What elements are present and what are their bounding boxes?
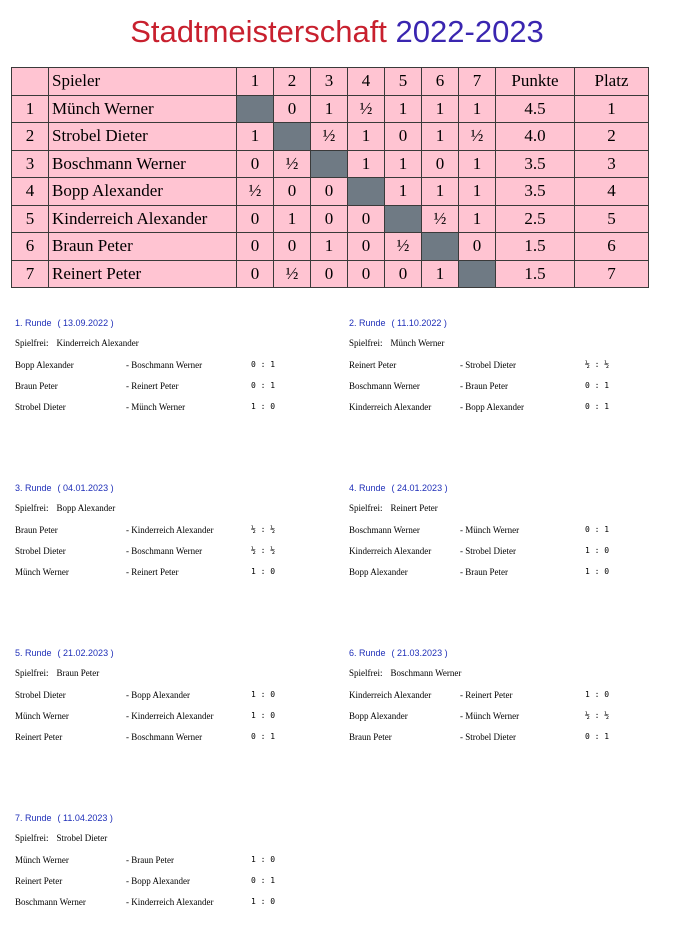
bye-player: Strobel Dieter [56, 833, 108, 843]
white-player: Bopp Alexander [349, 711, 408, 721]
header-cell: 2 [274, 68, 311, 96]
black-player: - Münch Werner [460, 525, 520, 535]
game-result: 1 : 0 [585, 567, 610, 576]
game-result: 0 : 1 [585, 525, 610, 534]
points-cell: 3.5 [496, 178, 575, 206]
page-title [0, 12, 674, 52]
result-cell: 1 [385, 95, 422, 123]
self-cell [274, 123, 311, 151]
self-cell [348, 178, 385, 206]
game-result: 1 : 0 [251, 402, 276, 411]
game-row [15, 732, 335, 744]
game-result: 0 : 1 [251, 360, 276, 369]
result-cell: 1 [422, 178, 459, 206]
game-row [15, 402, 335, 414]
rank-cell: 1 [575, 95, 649, 123]
white-player: Strobel Dieter [15, 402, 66, 412]
bye-player: Boschmann Werner [390, 668, 462, 678]
result-cell: 0 [385, 260, 422, 288]
player-name: Strobel Dieter [49, 123, 237, 151]
black-player: - Kinderreich Alexander [126, 711, 214, 721]
result-cell: 0 [237, 150, 274, 178]
player-number: 4 [12, 178, 49, 206]
table-row [12, 260, 649, 288]
rank-cell: 3 [575, 150, 649, 178]
result-cell: 0 [274, 178, 311, 206]
bye-label: Spielfrei: [15, 338, 49, 348]
game-row [349, 525, 669, 537]
table-row [12, 233, 649, 261]
game-row [15, 525, 335, 537]
game-row [349, 567, 669, 579]
header-cell: 7 [459, 68, 496, 96]
result-cell: 0 [348, 260, 385, 288]
result-cell: ½ [459, 123, 496, 151]
round-label: 4. Runde [349, 483, 386, 493]
game-result: 1 : 0 [585, 546, 610, 555]
black-player: - Boschmann Werner [126, 360, 203, 370]
game-result: 1 : 0 [251, 855, 276, 864]
result-cell: 0 [237, 205, 274, 233]
player-number: 7 [12, 260, 49, 288]
result-cell: 0 [385, 123, 422, 151]
player-name: Bopp Alexander [49, 178, 237, 206]
white-player: Reinert Peter [349, 360, 397, 370]
round-date: ( 11.10.2022 ) [391, 318, 447, 328]
black-player: - Strobel Dieter [460, 360, 516, 370]
black-player: - Münch Werner [460, 711, 520, 721]
black-player: - Reinert Peter [460, 690, 513, 700]
result-cell: 0 [311, 260, 348, 288]
bye-player: Kinderreich Alexander [56, 338, 139, 348]
white-player: Münch Werner [15, 711, 69, 721]
bye-line [15, 338, 139, 348]
result-cell: ½ [237, 178, 274, 206]
result-cell: ½ [348, 95, 385, 123]
round-block [349, 483, 669, 603]
result-cell: 0 [422, 150, 459, 178]
white-player: Braun Peter [15, 525, 58, 535]
bye-player: Münch Werner [390, 338, 445, 348]
game-result: ½ : ½ [251, 546, 276, 555]
black-player: - Bopp Alexander [126, 876, 190, 886]
result-cell: 1 [385, 178, 422, 206]
black-player: - Kinderreich Alexander [126, 897, 214, 907]
points-cell: 4.5 [496, 95, 575, 123]
bye-label: Spielfrei: [15, 833, 49, 843]
player-number: 6 [12, 233, 49, 261]
bye-player: Bopp Alexander [56, 503, 116, 513]
bye-player: Reinert Peter [390, 503, 438, 513]
white-player: Kinderreich Alexander [349, 402, 432, 412]
round-date: ( 04.01.2023 ) [57, 483, 114, 493]
self-cell [459, 260, 496, 288]
white-player: Boschmann Werner [349, 525, 420, 535]
game-row [15, 381, 335, 393]
black-player: - Boschmann Werner [126, 546, 203, 556]
result-cell: 1 [348, 150, 385, 178]
game-result: ½ : ½ [585, 360, 610, 369]
round-date: ( 11.04.2023 ) [57, 813, 113, 823]
white-player: Reinert Peter [15, 876, 63, 886]
game-row [349, 732, 669, 744]
bye-player: Braun Peter [56, 668, 100, 678]
header-cell: Punkte [496, 68, 575, 96]
black-player: - Reinert Peter [126, 567, 179, 577]
round-header [349, 318, 447, 328]
white-player: Boschmann Werner [349, 381, 420, 391]
game-row [349, 711, 669, 723]
bye-line [349, 668, 461, 678]
header-cell: 6 [422, 68, 459, 96]
result-cell: 0 [274, 233, 311, 261]
rank-cell: 7 [575, 260, 649, 288]
result-cell: 1 [311, 95, 348, 123]
game-result: 0 : 1 [585, 381, 610, 390]
black-player: - Braun Peter [460, 567, 508, 577]
result-cell: 1 [422, 95, 459, 123]
game-result: 0 : 1 [251, 876, 276, 885]
points-cell: 1.5 [496, 260, 575, 288]
black-player: - Reinert Peter [126, 381, 179, 391]
round-label: 1. Runde [15, 318, 52, 328]
player-number: 2 [12, 123, 49, 151]
white-player: Boschmann Werner [15, 897, 86, 907]
header-corner-cell [12, 68, 49, 96]
points-cell: 2.5 [496, 205, 575, 233]
round-header [15, 648, 114, 658]
round-date: ( 24.01.2023 ) [391, 483, 448, 493]
game-row [349, 360, 669, 372]
table-row [12, 205, 649, 233]
player-name: Boschmann Werner [49, 150, 237, 178]
black-player: - Bopp Alexander [460, 402, 524, 412]
result-cell: 0 [348, 205, 385, 233]
round-label: 6. Runde [349, 648, 386, 658]
round-label: 5. Runde [15, 648, 52, 658]
result-cell: 0 [348, 233, 385, 261]
header-cell: 4 [348, 68, 385, 96]
result-cell: 0 [237, 233, 274, 261]
title-season: 2022-2023 [395, 14, 544, 49]
white-player: Bopp Alexander [15, 360, 74, 370]
game-result: 0 : 1 [251, 732, 276, 741]
game-row [349, 381, 669, 393]
points-cell: 4.0 [496, 123, 575, 151]
player-number: 3 [12, 150, 49, 178]
points-cell: 1.5 [496, 233, 575, 261]
player-name: Münch Werner [49, 95, 237, 123]
bye-line [349, 503, 438, 513]
game-result: 1 : 0 [251, 897, 276, 906]
rank-cell: 4 [575, 178, 649, 206]
round-block [349, 318, 669, 438]
self-cell [311, 150, 348, 178]
game-result: ½ : ½ [251, 525, 276, 534]
table-row [12, 95, 649, 123]
black-player: - Bopp Alexander [126, 690, 190, 700]
player-name: Kinderreich Alexander [49, 205, 237, 233]
game-row [349, 402, 669, 414]
game-row [15, 876, 335, 888]
black-player: - Braun Peter [126, 855, 174, 865]
bye-label: Spielfrei: [349, 338, 383, 348]
result-cell: 0 [237, 260, 274, 288]
black-player: - Braun Peter [460, 381, 508, 391]
white-player: Bopp Alexander [349, 567, 408, 577]
round-date: ( 21.03.2023 ) [391, 648, 448, 658]
black-player: - Kinderreich Alexander [126, 525, 214, 535]
result-cell: 0 [311, 178, 348, 206]
result-cell: 0 [311, 205, 348, 233]
result-cell: ½ [422, 205, 459, 233]
round-block [349, 648, 669, 768]
result-cell: 1 [385, 150, 422, 178]
result-cell: ½ [311, 123, 348, 151]
white-player: Münch Werner [15, 567, 69, 577]
white-player: Braun Peter [349, 732, 392, 742]
bye-label: Spielfrei: [349, 668, 383, 678]
header-cell: Platz [575, 68, 649, 96]
header-cell: 5 [385, 68, 422, 96]
bye-line [349, 338, 444, 348]
game-row [15, 567, 335, 579]
white-player: Braun Peter [15, 381, 58, 391]
result-cell: 1 [459, 205, 496, 233]
rank-cell: 2 [575, 123, 649, 151]
white-player: Strobel Dieter [15, 690, 66, 700]
bye-label: Spielfrei: [15, 503, 49, 513]
bye-line [15, 833, 107, 843]
game-row [15, 546, 335, 558]
rank-cell: 6 [575, 233, 649, 261]
game-result: 0 : 1 [251, 381, 276, 390]
crosstable-header-row [12, 68, 649, 96]
result-cell: 1 [237, 123, 274, 151]
result-cell: ½ [274, 150, 311, 178]
game-row [349, 546, 669, 558]
table-row [12, 178, 649, 206]
table-row [12, 123, 649, 151]
points-cell: 3.5 [496, 150, 575, 178]
result-cell: ½ [274, 260, 311, 288]
round-header [15, 318, 114, 328]
self-cell [237, 95, 274, 123]
white-player: Kinderreich Alexander [349, 546, 432, 556]
result-cell: 1 [422, 260, 459, 288]
black-player: - Strobel Dieter [460, 732, 516, 742]
round-header [15, 813, 113, 823]
result-cell: 1 [459, 178, 496, 206]
result-cell: 0 [274, 95, 311, 123]
round-date: ( 13.09.2022 ) [57, 318, 114, 328]
player-number: 1 [12, 95, 49, 123]
game-row [15, 855, 335, 867]
rank-cell: 5 [575, 205, 649, 233]
header-cell: Spieler [49, 68, 237, 96]
table-row [12, 150, 649, 178]
round-header [349, 483, 448, 493]
game-result: 1 : 0 [585, 690, 610, 699]
white-player: Reinert Peter [15, 732, 63, 742]
result-cell: ½ [385, 233, 422, 261]
title-main: Stadtmeisterschaft [130, 14, 387, 49]
crosstable [11, 67, 649, 288]
game-row [349, 690, 669, 702]
white-player: Münch Werner [15, 855, 69, 865]
game-result: 0 : 1 [585, 402, 610, 411]
round-label: 3. Runde [15, 483, 52, 493]
round-block [15, 648, 335, 768]
game-result: 1 : 0 [251, 567, 276, 576]
game-row [15, 711, 335, 723]
bye-line [15, 503, 115, 513]
result-cell: 1 [422, 123, 459, 151]
bye-line [15, 668, 99, 678]
result-cell: 1 [459, 150, 496, 178]
header-cell: 3 [311, 68, 348, 96]
game-row [15, 690, 335, 702]
result-cell: 1 [274, 205, 311, 233]
black-player: - Boschmann Werner [126, 732, 203, 742]
black-player: - Münch Werner [126, 402, 186, 412]
white-player: Kinderreich Alexander [349, 690, 432, 700]
result-cell: 1 [459, 95, 496, 123]
bye-label: Spielfrei: [349, 503, 383, 513]
player-number: 5 [12, 205, 49, 233]
round-block [15, 483, 335, 603]
game-row [15, 897, 335, 909]
black-player: - Strobel Dieter [460, 546, 516, 556]
round-label: 2. Runde [349, 318, 386, 328]
player-name: Reinert Peter [49, 260, 237, 288]
round-block [15, 813, 335, 933]
game-result: 0 : 1 [585, 732, 610, 741]
game-result: ½ : ½ [585, 711, 610, 720]
white-player: Strobel Dieter [15, 546, 66, 556]
result-cell: 1 [348, 123, 385, 151]
round-header [15, 483, 114, 493]
round-header [349, 648, 448, 658]
round-block [15, 318, 335, 438]
round-label: 7. Runde [15, 813, 52, 823]
game-result: 1 : 0 [251, 690, 276, 699]
header-cell: 1 [237, 68, 274, 96]
bye-label: Spielfrei: [15, 668, 49, 678]
self-cell [385, 205, 422, 233]
round-date: ( 21.02.2023 ) [57, 648, 114, 658]
result-cell: 1 [311, 233, 348, 261]
game-result: 1 : 0 [251, 711, 276, 720]
result-cell: 0 [459, 233, 496, 261]
game-row [15, 360, 335, 372]
player-name: Braun Peter [49, 233, 237, 261]
self-cell [422, 233, 459, 261]
